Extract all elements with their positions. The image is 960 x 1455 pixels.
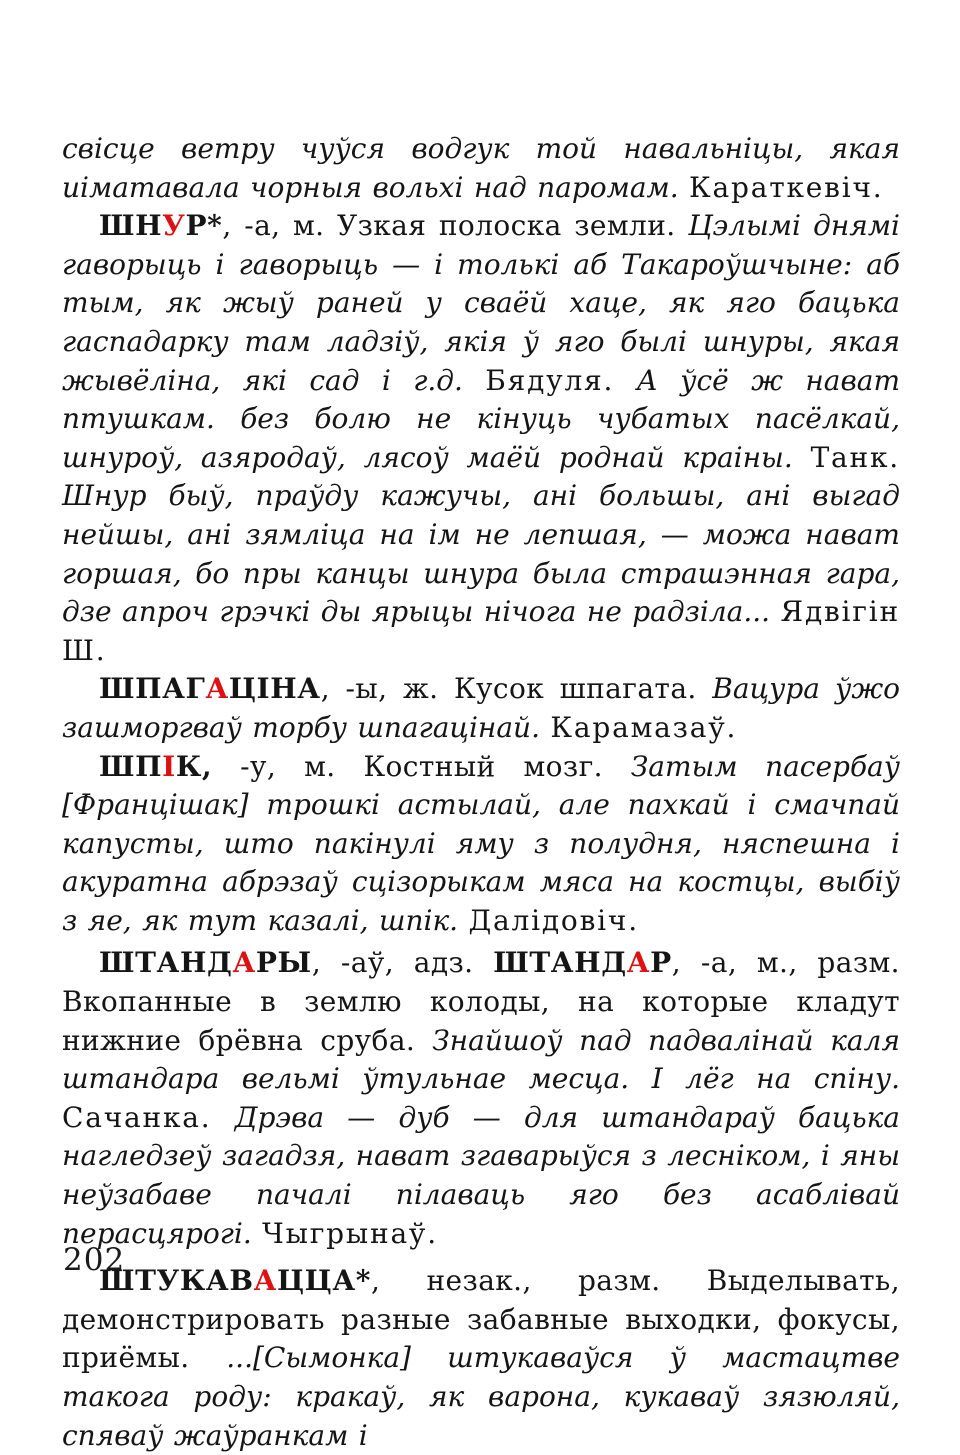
definition-text: , -а, м., разм. Вкопанные в землю колоды, на которые кладут нижние брёвна сруба.	[62, 946, 900, 1057]
page-number: 202	[63, 1242, 126, 1278]
quote-text: Шнур быў, праўду кажучы, ані большы, ані выгад нейшы, ані зямліца на ім не лепшая, — можа нават горшая, бо пры канцы шнура была страшэнная гара, дзе апроч грэчкі ды ярыцы нічога не радзіла...	[62, 479, 900, 629]
entry-headword: ЦЦА*	[277, 1264, 371, 1298]
quote-text: Цэлымі днямі гаворыць і гаворыць — і толькі аб Такароўшчыне: аб тым, як жыў раней у сваёй хаце, як яго бацька гаспадарку там ладзіў, якія ў яго былі шнуры, якая жывёліна, які сад і г.д.	[62, 209, 900, 397]
entry-headword: ШТУКАВ	[99, 1264, 254, 1298]
dictionary-text-block	[62, 130, 900, 1455]
author-name: Сачанка.	[62, 1100, 212, 1134]
author-name: Карамазаў.	[550, 710, 738, 744]
quote-text: Знайшоў пад падвалінай каля штандара вельмі ўтульнае месца. І лёг на спіну.	[62, 1023, 900, 1096]
entry-headword-stressed-letter: А	[205, 672, 229, 706]
definition-text: , незак., разм. Выделывать, демонстрировать разные забавные выходки, фокусы, приёмы.	[62, 1264, 900, 1375]
entry-headword: ШП	[99, 749, 163, 783]
author-name: Ядвігін Ш.	[62, 595, 900, 667]
paragraph-continuation-quote	[62, 130, 900, 207]
entry-shpik	[62, 748, 900, 941]
quote-text: ...[Сымонка] штукаваўся ў мастацтве такога роду: кракаў, як варона, кукаваў зязюляй, спяваў жаўранкам і	[62, 1341, 901, 1452]
entry-headword: Р	[650, 946, 672, 980]
definition-text: , -аў, адз.	[311, 946, 494, 980]
quote-text: Вацура ўжо зашморгваў торбу шпагацінай.	[62, 672, 901, 744]
entry-shtandary	[62, 944, 900, 1253]
definition-text: , -ы, ж. Кусок шпагата.	[320, 672, 713, 706]
entry-headword: ЦІНА	[228, 672, 321, 706]
entry-headword: РЫ	[255, 946, 312, 980]
author-name: Караткевіч.	[689, 170, 884, 204]
entry-shpagatsina	[62, 670, 900, 747]
author-name: Далідовіч.	[468, 903, 639, 937]
entry-headword: ШТАНД	[99, 946, 233, 980]
entry-headword-stressed-letter: А	[253, 1264, 278, 1298]
entry-headword-stressed-letter: У	[162, 209, 186, 243]
entry-headword: К,	[175, 749, 213, 783]
entry-headword-stressed-letter: І	[162, 749, 176, 783]
author-name: Танк.	[810, 440, 900, 474]
author-name: Бядуля.	[485, 363, 615, 397]
quote-text: А ўсё ж нават птушкам. без болю не кінуць чубатых пасёлкай, шнуроў, азяродаў, лясоў маёй роднай краіны.	[62, 363, 901, 474]
entry-headword: ШН	[99, 209, 163, 243]
entry-shtukavatstsa	[62, 1262, 900, 1455]
quote-text: свісце ветру чуўся водгук той навальніцы, якая иіматавала чорныя вольхі над паромам.	[62, 132, 900, 204]
entry-headword: ШТАНД	[493, 946, 627, 980]
entry-headword: Р*	[185, 209, 223, 243]
quote-text: Дрэва — дуб — для штандараў бацька нагледзеў загадзя, нават згаварыўся з лесніком, і яны неўзабаве пачалі пілаваць яго без асаблівай перасцярогі.	[62, 1100, 900, 1250]
entry-headword-stressed-letter: А	[626, 946, 651, 980]
definition-text: -у, м. Костный мозг.	[212, 749, 631, 783]
author-name: Чыгрынаў.	[262, 1216, 438, 1250]
quote-text: Затым пасербаў [Францішак] трошкі астылай, але пахкай і смачпай капусты, што пакінулі яму з полудня, няспешна і акуратна абрэзаў сцізорыкам мяса на костцы, выбіў з яе, як тут казалі, шпік.	[62, 749, 900, 937]
entry-headword-stressed-letter: А	[232, 946, 256, 980]
entry-headword: ШПАГ	[99, 672, 206, 706]
entry-shnur	[62, 207, 900, 670]
definition-text: , -а, м. Узкая полоска земли.	[222, 209, 689, 243]
